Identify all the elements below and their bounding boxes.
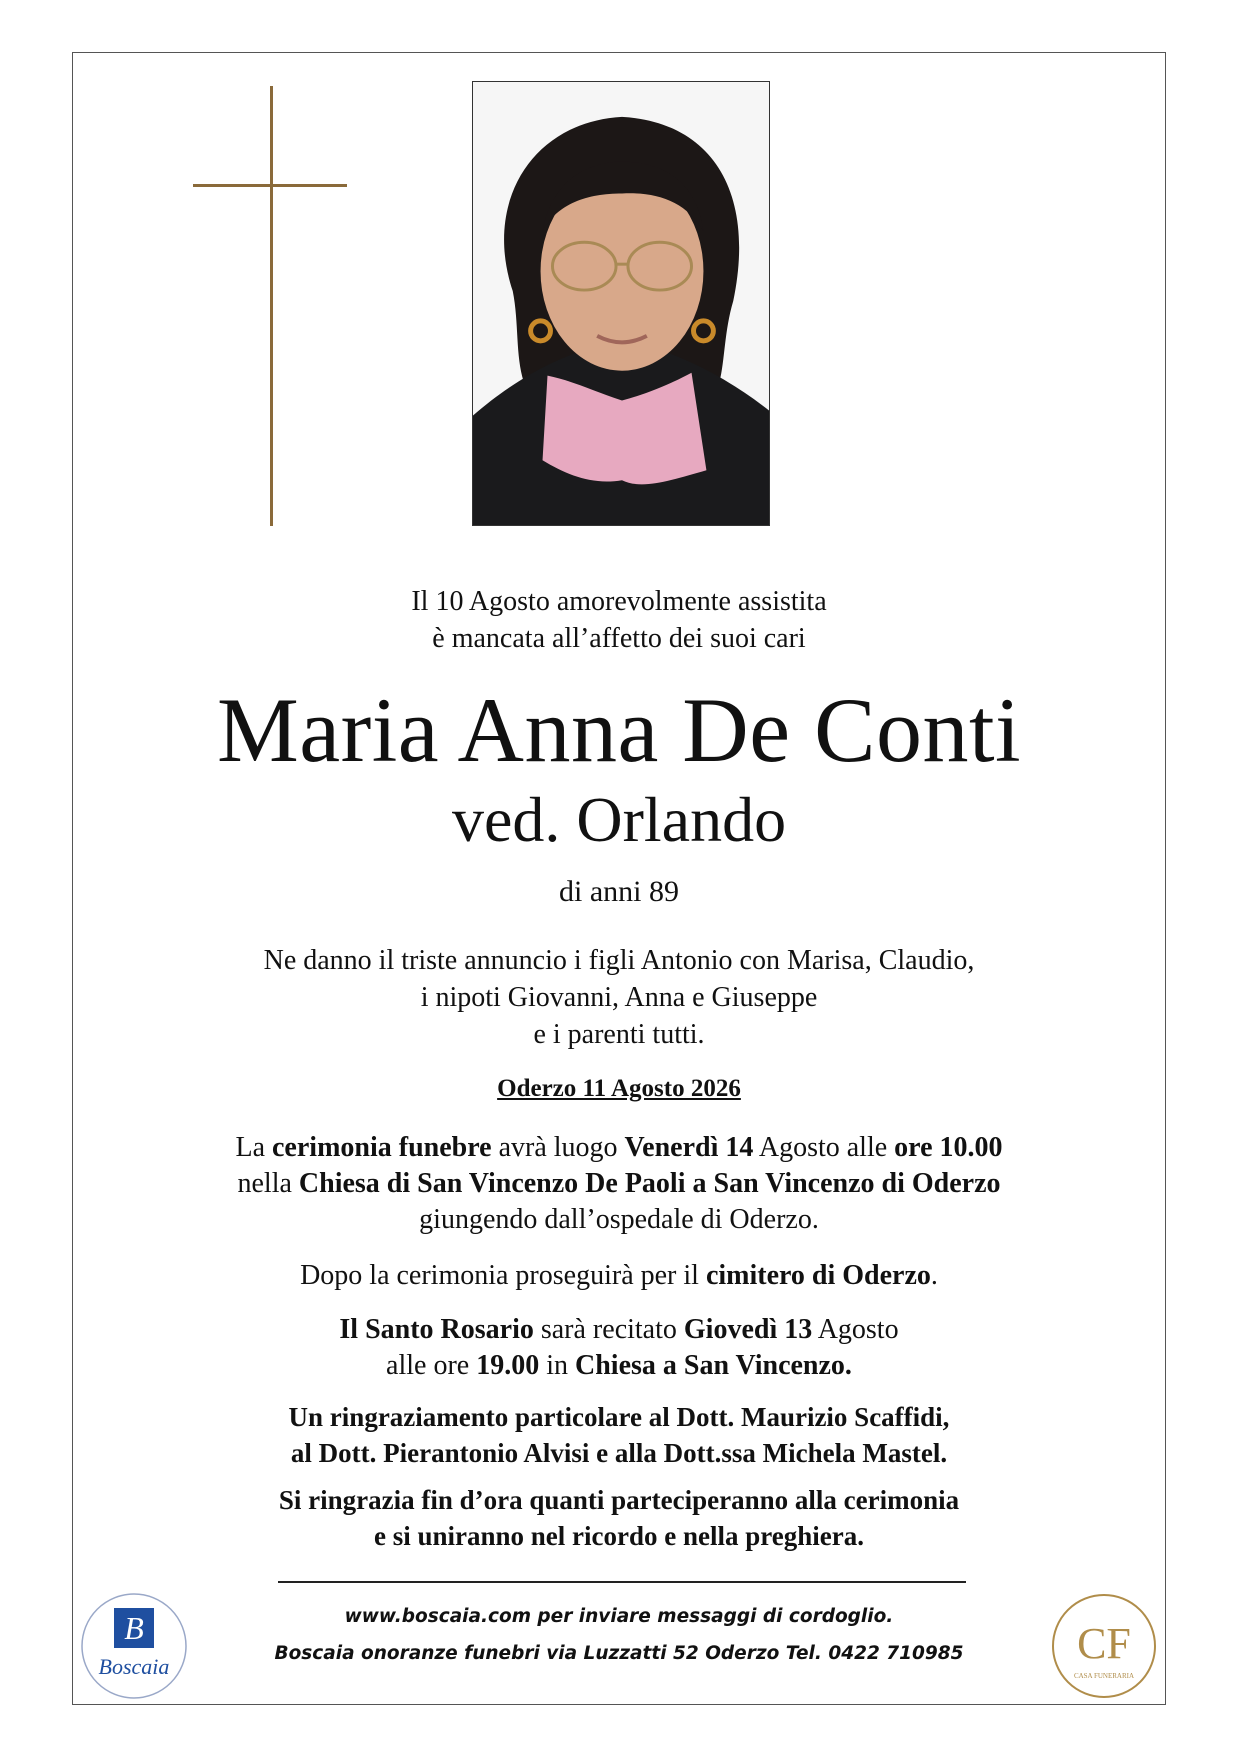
- casa-funeraria-logo: [1050, 1592, 1158, 1700]
- boscaia-logo-text: Boscaia: [98, 1654, 170, 1679]
- footer-address: Boscaia onoranze funebri via Luzzatti 52 Oderzo Tel. 0422 710985: [274, 1643, 964, 1664]
- announcement-line: Ne danno il triste annuncio i figli Antonio con Marisa, Claudio,: [263, 945, 975, 976]
- intro-line: è mancata all’affetto dei suoi cari: [432, 623, 806, 654]
- married-name: ved. Orlando: [451, 784, 787, 855]
- thanks-doctors: [72, 1399, 1166, 1471]
- ceremony-paragraph: [72, 1130, 1166, 1238]
- deceased-name: Maria Anna De Conti: [216, 679, 1022, 781]
- thanks-line: Si ringrazia fin d’ora quanti parteciperanno alla cerimonia: [278, 1485, 960, 1515]
- boscaia-logo-letter: B: [124, 1610, 144, 1646]
- thanks-line: Un ringraziamento particolare al Dott. Maurizio Scaffidi,: [288, 1402, 950, 1432]
- boscaia-logo: [80, 1592, 188, 1700]
- rosary-paragraph: [72, 1312, 1166, 1384]
- ceremony-line: nella Chiesa di San Vincenzo De Paoli a San Vincenzo di Oderzo: [237, 1168, 1001, 1199]
- casa-funeraria-text: CASA FUNERARIA: [1073, 1672, 1135, 1680]
- rosary-line: Il Santo Rosario sarà recitato Giovedì 13 Agosto: [339, 1314, 899, 1345]
- intro-text: [72, 583, 1166, 657]
- announcement: [72, 942, 1166, 1053]
- announcement-line: i nipoti Giovanni, Anna e Giuseppe: [420, 982, 818, 1013]
- place-date-text: Oderzo 11 Agosto 2026: [497, 1075, 741, 1102]
- footer-divider: [278, 1581, 966, 1583]
- ceremony-line: La cerimonia funebre avrà luogo Venerdì 14 Agosto alle ore 10.00: [235, 1132, 1003, 1163]
- intro-line: Il 10 Agosto amorevolmente assistita: [411, 586, 827, 617]
- burial-paragraph: Dopo la cerimonia proseguirà per il cimitero di Oderzo.: [300, 1260, 938, 1291]
- place-date: [72, 1072, 1166, 1106]
- thanks-line: e si uniranno nel ricordo e nella preghiera.: [374, 1521, 864, 1551]
- thanks-all: [72, 1482, 1166, 1554]
- announcement-line: e i parenti tutti.: [533, 1019, 705, 1050]
- rosary-line: alle ore 19.00 in Chiesa a San Vincenzo.: [386, 1350, 852, 1381]
- ceremony-line: giungendo dall’ospedale di Oderzo.: [419, 1204, 819, 1235]
- thanks-line: al Dott. Pierantonio Alvisi e alla Dott.ssa Michela Mastel.: [290, 1438, 948, 1468]
- portrait-photo: [472, 81, 770, 526]
- age-text: di anni 89: [559, 875, 679, 908]
- footer-website: www.boscaia.com per inviare messaggi di cordoglio.: [344, 1606, 894, 1627]
- casa-funeraria-letters: CF: [1077, 1619, 1131, 1668]
